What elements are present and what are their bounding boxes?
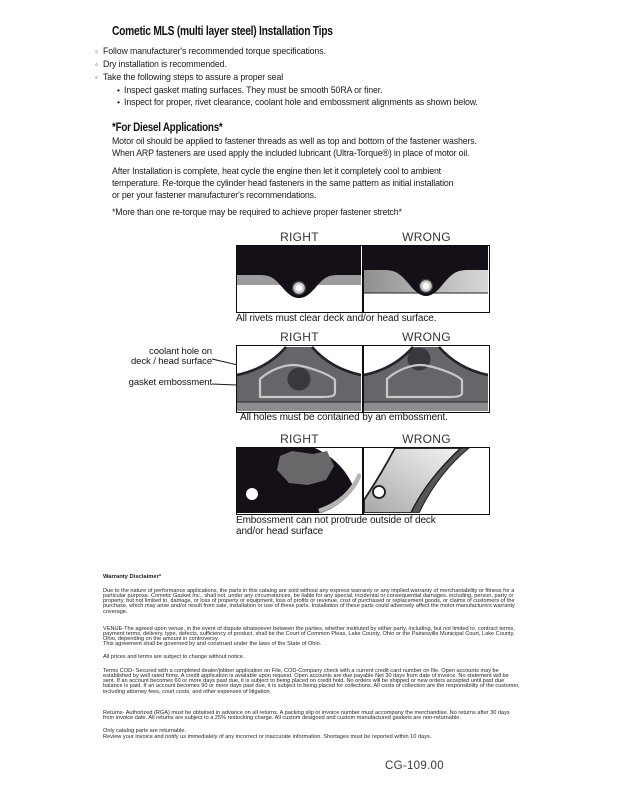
venue-governed-text: This agreement shall be governed by and construed under the laws of the State of Ohio. (103, 641, 322, 648)
protrusion-wrong-illustration (364, 448, 488, 513)
diesel-paragraph-1 (112, 135, 542, 159)
row1-caption: All rivets must clear deck and/or head surface. (236, 313, 437, 324)
list-item (95, 71, 555, 84)
rivet-clear-wrong-illustration (364, 246, 488, 311)
diesel-heading-text: *For Diesel Applications* (112, 120, 223, 134)
right-label-row3: RIGHT (280, 432, 319, 446)
list-item (95, 45, 555, 58)
disclaimer-heading: Warranty Disclaimer* (103, 574, 162, 580)
filled-bullet-icon: • (117, 85, 120, 95)
right-label-row2: RIGHT (280, 330, 319, 344)
diesel-section-heading (112, 120, 247, 134)
disclaimer-terms-paragraph: Terms COD- Secured with a completed dealer/jobber application on File, COD-Company check with a current credit card number on file. Open accounts may be established by well rated firms. A credit application is available upon request. Open accounts are due payable Net 30 days from date of invoice. No statement will be sent. If an account becomes 60 or more days past due, it is subject to being placed on credit hold. No orders will be shipped or new orders accepted until past due balance is paid. If an account becomes 90 or more days past due, it is subject to being placed for collections. All costs of collection are the responsibility of the customer, including attorney fees, court costs, and other expenses of litigation. (103, 668, 520, 695)
paragraph-line: When ARP fasteners are used apply the included lubricant (Ultra-Torque®) in place of motor oil. (112, 148, 470, 158)
filled-bullet-icon: • (117, 97, 120, 107)
row2-caption: All holes must be contained by an embossment. (240, 412, 448, 423)
diagram-row1-right (236, 245, 363, 313)
disclaimer-venue-paragraph (103, 627, 520, 648)
open-bullet-icon: ◦ (95, 60, 98, 69)
paragraph-line: Motor oil should be applied to fastener threads as well as top and bottom of the fastener washers. (112, 136, 477, 146)
tip-text: Dry installation is recommended. (103, 59, 227, 69)
list-item (95, 84, 555, 96)
wrong-label-row3: WRONG (402, 432, 451, 446)
open-bullet-icon: ◦ (95, 73, 98, 82)
diesel-paragraph-2 (112, 165, 542, 201)
right-label-row1: RIGHT (280, 230, 319, 244)
diagram-row2-wrong (363, 345, 490, 413)
protrusion-right-illustration (237, 448, 361, 513)
embossment-contained-right-illustration (237, 346, 361, 411)
retorque-note (112, 206, 542, 218)
disclaimer-review-line: Review your invoice and notify us immediately of any incorrect or inaccurate information. Shortages must be reported within 10 days. (103, 734, 432, 740)
venue-text: VENUE-The agreed upon venue, in the event of dispute whatsoever between the parties, whether instituted by either party, including, but not limited to, contract terms, payment terms, delivery, type, defects, sufficiency of product, shall be the Court of Common Pleas, Lake County, Ohio or the Painesville Municipal Court, Lake County, Ohio, depending on the amount in controversy. (103, 626, 515, 643)
tip-text: Inspect for proper, rivet clearance, coolant hole and embossment alignments as shown below. (124, 97, 478, 107)
paragraph-line: *More than one re-torque may be required to achieve proper fastener stretch* (112, 207, 402, 217)
diagram-row3-wrong (363, 447, 490, 515)
diagram-row1-wrong (363, 245, 490, 313)
installation-tips-list (95, 45, 555, 108)
wrong-label-row2: WRONG (402, 330, 451, 344)
diagram-row2-right (236, 345, 363, 413)
paragraph-line: temperature. Re-torque the cylinder head fasteners in the same pattern as initial installation (112, 178, 454, 188)
tip-text: Take the following steps to assure a proper seal (103, 72, 284, 82)
label-line: coolant hole on (149, 346, 212, 357)
coolant-hole-label (60, 347, 212, 366)
diagram-row3-right (236, 447, 363, 515)
caption-line: and/or head surface (236, 525, 324, 537)
tip-text: Inspect gasket mating surfaces. They must be smooth 50RA or finer. (124, 85, 383, 95)
gasket-embossment-label: gasket embossment (128, 377, 212, 388)
open-bullet-icon: ◦ (95, 47, 98, 56)
disclaimer-prices-line: All prices and terms are subject to change without notice. (103, 654, 245, 660)
wrong-label-row1: WRONG (402, 230, 451, 244)
list-item (95, 96, 555, 108)
paragraph-line: After Installation is complete, heat cycle the engine then let it completely cool to ambient (112, 166, 441, 176)
disclaimer-warranty-paragraph: Due to the nature of performance applications, the parts in this catalog are sold without any express warranty or any implied warranty of merchantability or fitness for a particular purpose. Cometic Gasket Inc., shall not, under any circumstances, be liable for any special, incidental or consequential damages, including, person, party or property, but not limited to, damage, or loss of property or equipment, loss of profits or revenue, cost of purchased or replacement goods, or claims of customers of the purchase, which may arise and/or result from sale, installation or use of these parts. Installation of these parts could adversely affect the motor manufacturers warranty coverage. (103, 588, 515, 615)
disclaimer-catalog-line: Only catalog parts are returnable. (103, 728, 187, 734)
page-code: CG-109.00 (385, 760, 444, 772)
page-title (112, 24, 381, 38)
disclaimer-returns-paragraph: Returns- Authorized (RGA) must be obtained in advance on all returns. A packing slip or invoice number must accompany the merchandise. No returns after 30 days from invoice date. All returns are subject to a 25% restocking charge. All custom designed and custom manufactured gaskets are non-returnable. (103, 710, 510, 722)
paragraph-line: or per your fastener manufacturer's recommendations. (112, 190, 317, 200)
caption-line: Embossment can not protrude outside of deck (236, 515, 436, 526)
label-line: deck / head surface (130, 355, 212, 367)
tip-text: Follow manufacturer's recommended torque specifications. (103, 46, 326, 56)
page-title-text: Cometic MLS (multi layer steel) Installation Tips (112, 24, 333, 38)
embossment-contained-wrong-illustration (364, 346, 488, 411)
list-item (95, 58, 555, 71)
rivet-clear-right-illustration (237, 246, 361, 311)
row3-caption (236, 516, 436, 537)
